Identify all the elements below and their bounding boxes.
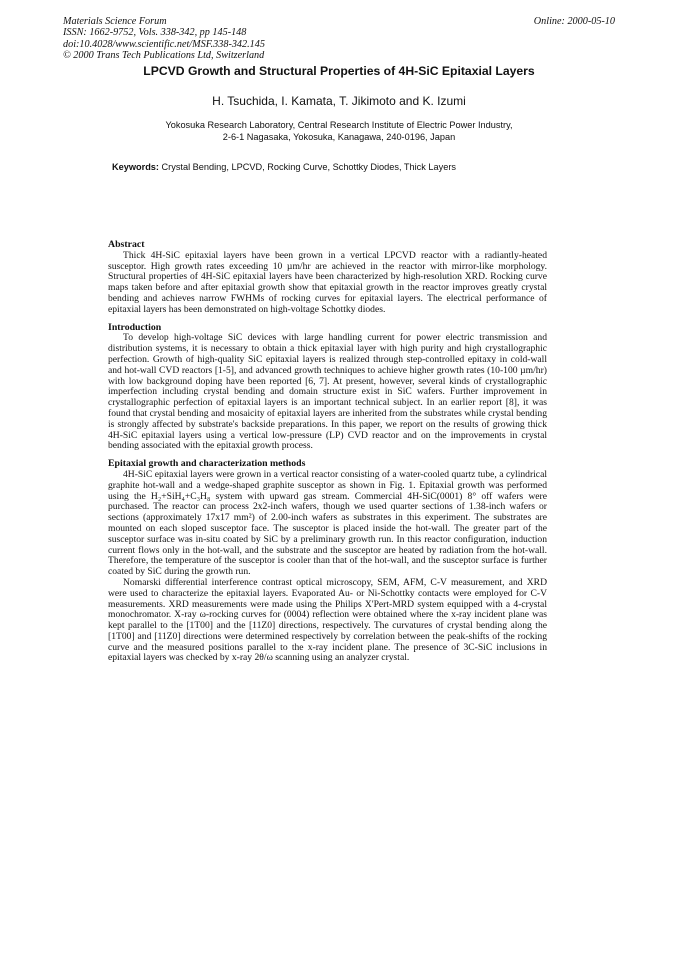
- keywords: [112, 162, 456, 172]
- keywords-text: Crystal Bending, LPCVD, Rocking Curve, Schottky Diodes, Thick Layers: [158, 162, 456, 172]
- journal-name: Materials Science Forum: [63, 16, 167, 27]
- methods-paragraph-1: 4H-SiC epitaxial layers were grown in a vertical reactor consisting of a water-cooled quartz tube, a cylindrical graphite hot-wall and a wedge-shaped graphite susceptor as shown in Fig. 1. Epitaxial growth was performed using the H₂+SiH₄+C₃H₈ system with upward gas stream. Commercial 4H-SiC(0001) 8° off wafers were purchased. The reactor can process 2x2-inch wafers, though we used quarter sections of 1.38-inch wafers or sections (approximately 17x17 mm²) of 2.00-inch wafers as substrates in this experiment. The substrates are mounted on each sloped susceptor face. The susceptor is placed inside the hot-wall. The greater part of the susceptor surface was in-situ coated by SiC by a preliminary growth run. In this reactor configuration, induction current flows only in the hot-wall, and the substrate and the susceptor are heated by radiation from the hot-wall. Therefore, the temperature of the susceptor is cooler than that of the hot-wall, and the susceptor surface is further coated by SiC during the growth run.: [108, 468, 547, 578]
- copyright-line: © 2000 Trans Tech Publications Ltd, Switzerland: [63, 50, 265, 62]
- abstract-text: Thick 4H-SiC epitaxial layers have been grown in a vertical LPCVD reactor with a radiantly-heated susceptor. High growth rates exceeding 10 µm/hr are achieved in the reactor with mirror-like morphology. Structural properties of 4H-SiC epitaxial layers have been characterized by high-resolution XRD. Rocking curve maps taken before and after epitaxial growth show that epitaxial growth in the reactor improves greatly crystal bending and achieves narrow FWHMs of rocking curves for epitaxial layers. The electrical performance of epitaxial layers has been demonstrated on high-voltage Schottky diodes.: [108, 249, 547, 315]
- affiliation-line-2: 2-6-1 Nagasaka, Yokosuka, Kanagawa, 240-0196, Japan: [222, 132, 456, 142]
- methods-paragraph-2: Nomarski differential interference contrast optical microscopy, SEM, AFM, C-V measurement, and XRD were used to characterize the epitaxial layers. Evaporated Au- or Ni-Schottky contacts were employed for C-V measurements. XRD measurements were made using the Philips X'Pert-MRD system equipped with a 4-crystal monochromator. X-ray ω-rocking curves for (0004) reflection were obtained where the x-ray incident plane was kept parallel to the [1T00] and the [11Z0] directions, respectively. The curvatures of crystal bending along the [1T00] and [11Z0] directions were determined respectively by correlation between the peak-shifts of the rocking curve and the measured positions parallel to the x-ray incident plane. The presence of 3C-SiC inclusions in epitaxial layers was checked by x-ray 2θ/ω scanning using an analyzer crystal.: [108, 576, 547, 664]
- affiliation: [0, 119, 678, 143]
- introduction-heading: Introduction: [108, 321, 162, 333]
- methods-heading: Epitaxial growth and characterization methods: [108, 458, 306, 470]
- doi-line: doi:10.4028/www.scientific.net/MSF.338-342.145: [63, 38, 265, 50]
- main-body: [108, 240, 547, 664]
- keywords-label: Keywords:: [112, 162, 159, 172]
- journal-header: [63, 16, 265, 62]
- online-date: Online: 2000-05-10: [533, 16, 615, 27]
- abstract-heading: Abstract: [108, 239, 145, 250]
- issn-line: ISSN: 1662-9752, Vols. 338-342, pp 145-148: [63, 27, 247, 39]
- author-list: H. Tsuchida, I. Kamata, T. Jikimoto and K. Izumi: [212, 94, 466, 108]
- paper-title: LPCVD Growth and Structural Properties of 4H-SiC Epitaxial Layers: [143, 64, 535, 78]
- affiliation-line-1: Yokosuka Research Laboratory, Central Research Institute of Electric Power Industry,: [165, 120, 513, 130]
- introduction-text: To develop high-voltage SiC devices with large handling current for power electric transmission and distribution systems, it is necessary to obtain a thick epitaxial layer with high purity and high crystallographic perfection. Growth of high-quality SiC epitaxial layers is realized through step-controlled epitaxy in cold-wall and hot-wall CVD reactors [1-5], and advanced growth techniques to achieve higher growth rates (10-100 µm/hr) with low background doping have been reported [6, 7]. At present, however, several kinds of crystallographic imperfection including crystal bending and domain structure exist in SiC wafers. Further improvement in crystallographic perfection of epitaxial layers is an important technical subject. In an earlier report [8], it was found that crystal bending and mosaicity of epitaxial layers are inherited from the substrates while crystal bending is strongly affected by substrate's backside preparations. In this paper, we report on the results of growing thick 4H-SiC epitaxial layers using a vertical low-pressure (LP) CVD reactor and on the improvements in crystal bending associated with the epitaxial growth process.: [108, 332, 547, 452]
